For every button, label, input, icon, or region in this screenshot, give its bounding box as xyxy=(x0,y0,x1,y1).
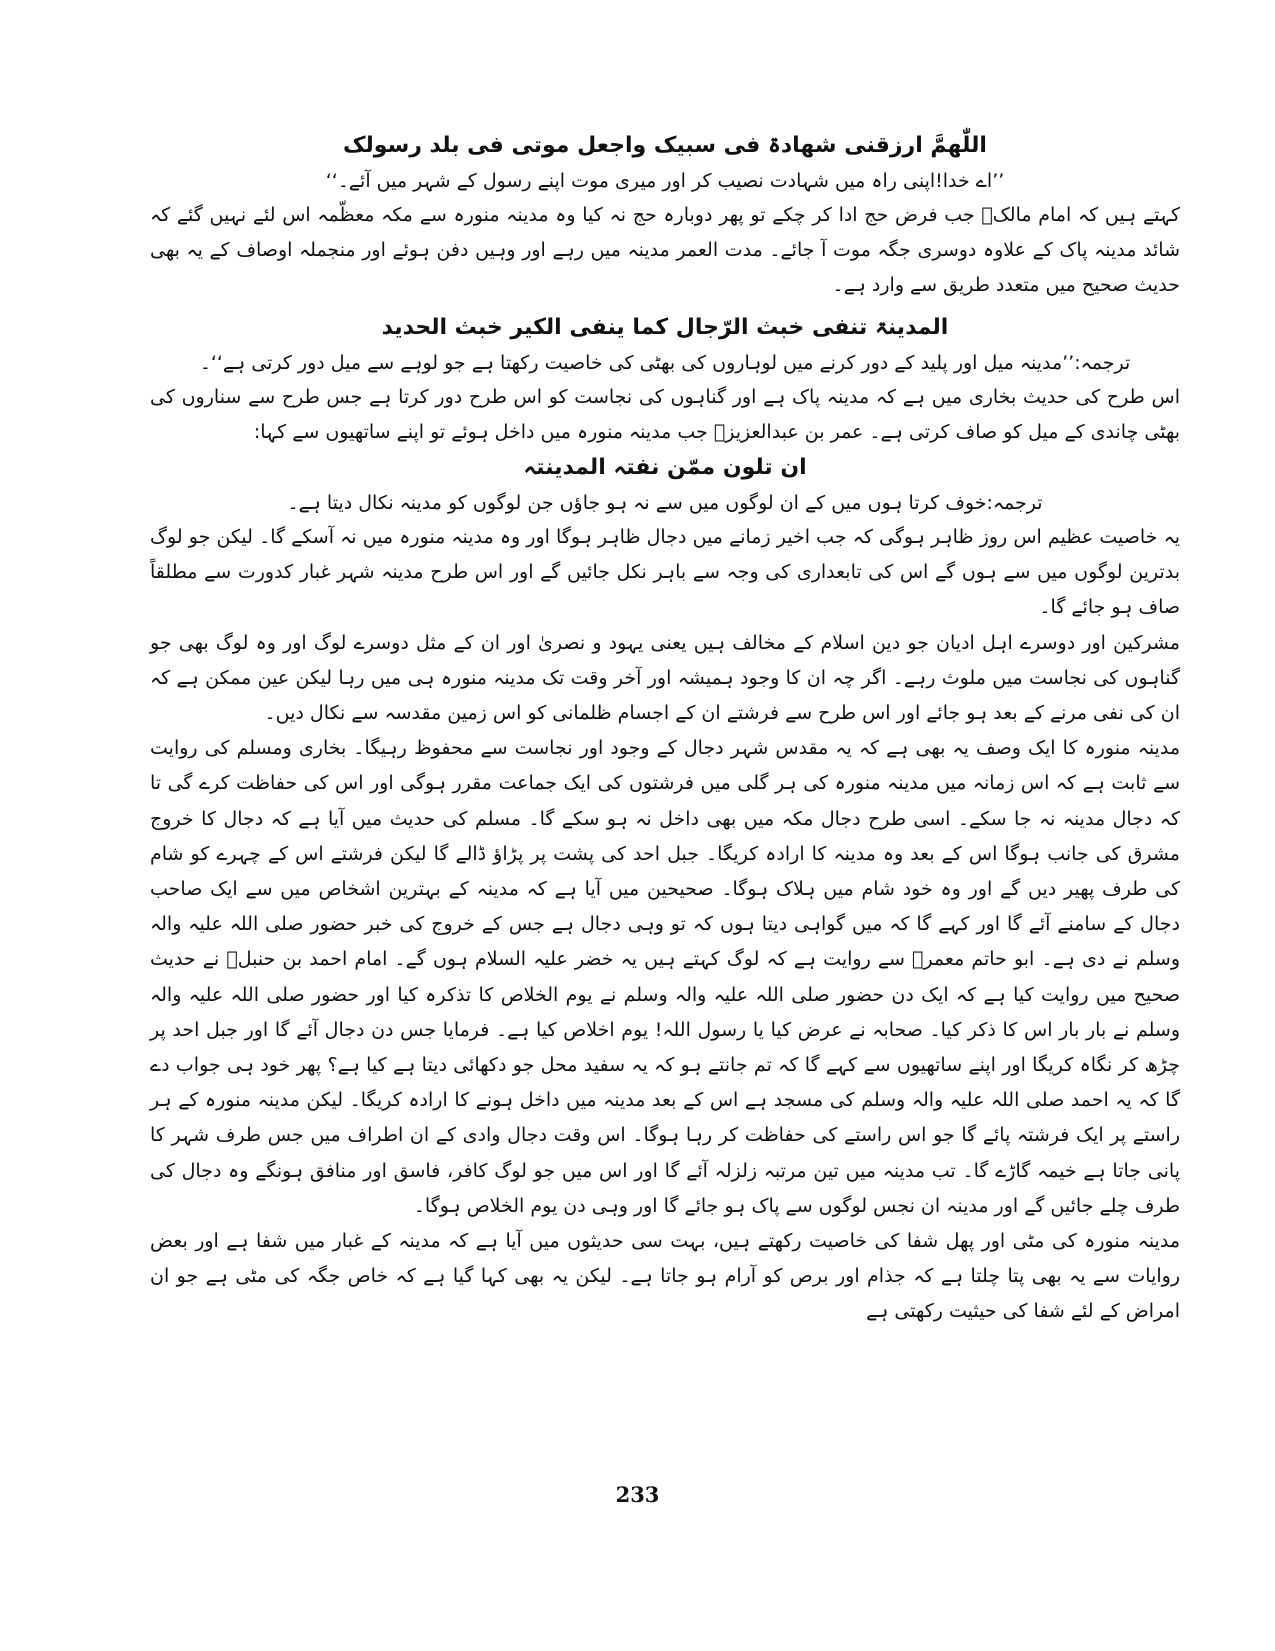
hadith-1-translation: ترجمہ:’’مدینہ میل اور پلید کے دور کرنے میں لوہاروں کی بھٹی کی خاصیت رکھتا ہے جو لوہے سے میل دور کرتی ہے‘‘۔ xyxy=(199,351,1131,374)
paragraph-6: مدینہ منورہ کی مٹی اور پھل شفا کی خاصیت رکھتے ہیں، بہت سی حدیثوں میں آیا ہے کہ مدینہ کے غبار میں شفا ہے اور بعض روایات سے یہ بھی پتا چلتا ہے کہ جذام اور برص کو آرام ہو جاتا ہے۔ لیکن یہ بھی کہا گیا ہے کہ خاص جگہ کی مٹی ہے جو ان امراض کے لئے شفا کی حیثیت رکھتی ہے xyxy=(150,1230,1180,1323)
heading-quote: ان تلون ممّن نفتہ المدینتہ xyxy=(523,455,807,481)
paragraph-3: یہ خاصیت عظیم اس روز ظاہر ہوگی کہ جب اخیر زمانے میں دجال ظاہر ہوگا اور وہ مدینہ منورہ میں نہ آسکے گا۔ لیکن جو لوگ بدترین لوگوں میں سے ہوں گے اس کی تابعداری کی وجہ سے باہر نکل جائیں گے اور اس طرح مدینہ شہر غبار کدورت سے مطلقاً صاف ہو جائے گا۔ xyxy=(150,526,1180,619)
heading-hadith-1: المدینۃ تنفی خبث الرّجال کما ینفی الکیر خبث الحدید xyxy=(381,314,949,340)
paragraph-1: کہتے ہیں کہ امام مالکؒ جب فرض حج ادا کر چکے تو پھر دوبارہ حج نہ کیا وہ مدینہ منورہ سے مکہ معظّمہ اس لئے نہیں گئے کہ شائد مدینہ پاک کے علاوہ دوسری جگہ موت آ جائے۔ مدت العمر مدینہ میں رہے اور وہیں دفن ہوئے اور منجملہ اوصاف کے یہ بھی حدیث صحیح میں متعدد طریق سے وارد ہے۔ xyxy=(150,204,1180,297)
paragraph-5: مدینہ منورہ کا ایک وصف یہ بھی ہے کہ یہ مقدس شہر دجال کے وجود اور نجاست سے محفوظ رہیگا۔ بخاری ومسلم کی روایت سے ثابت ہے کہ اس زمانہ میں مدینہ منورہ کی ہر گلی میں فرشتوں کی ایک جماعت مقرر ہوگی اور اس کی حفاظت کرے گی تا کہ دجال مدینہ نہ جا سکے۔ اسی طرح دجال مکہ میں بھی داخل نہ ہو سکے گا۔ مسلم کی حدیث میں آیا ہے کہ دجال کا خروج مشرق کی جانب ہوگا اس کے بعد وہ مدینہ کا ارادہ کریگا۔ جبل احد کی پشت پر پڑاؤ ڈالے گا لیکن فرشتے اس کے چہرے کو شام کی طرف پھیر دیں گے اور وہ خود شام میں ہلاک ہوگا۔ صحیحین میں آیا ہے کہ مدینہ کے بہترین اشخاص میں سے ایک صاحب دجال کے سامنے آئے گا اور کہے گا کہ میں گواہی دیتا ہوں کہ تو وہی دجال ہے جس کے خروج کی خبر حضور صلی اللہ علیہ والہ وسلم نے دی ہے۔ ابو حاتم معمرؒ سے روایت ہے کہ لوگ کہتے ہیں یہ خضر علیہ السلام ہوں گے۔ امام احمد بن حنبلؒ نے حدیث صحیح میں روایت کیا ہے کہ ایک دن حضور صلی اللہ علیہ والہ وسلم نے یوم الخلاص کا تذکرہ کیا اور حضور صلی اللہ علیہ والہ وسلم نے بار بار اس کا ذکر کیا۔ صحابہ نے عرض کیا یا رسول اللہ! یوم اخلاص کیا ہے۔ فرمایا جس دن دجال آئے گا اور جبل احد پر چڑھ کر نگاہ کریگا اور اپنے ساتھیوں سے کہے گا کہ تم جانتے ہو کہ یہ سفید محل جو دکھائی دیتا ہے کیا ہے؟ پھر خود ہی جواب دے گا کہ یہ احمد صلی اللہ علیہ والہ وسلم کی مسجد ہے اس کے بعد مدینہ میں داخل ہونے کا ارادہ کریگا۔ لیکن مدینہ منورہ کے ہر راستے پر ایک فرشتہ پائے گا جو اس راستے کی حفاظت کر رہا ہوگا۔ اس وقت دجال وادی کے ان اطراف میں جس طرف شہر کا پانی جاتا ہے خیمہ گاڑے گا۔ تب مدینہ میں تین مرتبہ زلزلہ آئے گا اور اس میں جو لوگ کافر، فاسق اور منافق ہونگے وہ دجال کی طرف چلے جائیں گے اور مدینہ ان نجس لوگوں سے پاک ہو جائے گا اور وہی دن یوم الخلاص ہوگا۔ xyxy=(150,737,1180,1217)
paragraph-2: اس طرح کی حدیث بخاری میں ہے کہ مدینہ پاک ہے اور گناہوں کی نجاست کو اس طرح دور کرتا ہے جس طرح سے سناروں کی بھٹی چاندی کے میل کو صاف کرتی ہے۔ عمر بن عبدالعزیزؒ جب مدینہ منورہ میں داخل ہوئے تو اپنے ساتھیوں سے کہا: xyxy=(150,385,1180,443)
paragraph-4: مشرکین اور دوسرے اہل ادیان جو دین اسلام کے مخالف ہیں یعنی یہود و نصریٰ اور ان کے مثل دوسرے لوگ اور وہ لوگ بھی جو گناہوں کی نجاست میں ملوث رہے۔ اگر چہ ان کا وجود ہمیشہ اور آخر وقت تک مدینہ منورہ ہی میں رہا لیکن عین ممکن ہے کہ ان کی نفی مرنے کے بعد ہو جائے اور اس طرح سے فرشتے ان کے اجسام ظلمانی کو اس زمین مقدسہ سے نکال دیں۔ xyxy=(150,631,1180,725)
page-number: 233 xyxy=(615,1482,660,1507)
quote-translation: ترجمہ:خوف کرتا ہوں میں کے ان لوگوں میں سے نہ ہو جاؤں جن لوگوں کو مدینہ نکال دیتا ہے۔ xyxy=(287,492,1043,515)
document-page xyxy=(150,110,1180,1330)
heading-dua: اللّٰھمَّ ارزقنی شھادۃ فی سبیک واجعل موتی فی بلد رسولک xyxy=(343,133,987,158)
dua-translation: ’’اے خدا!اپنی راہ میں شہادت نصیب کر اور میری موت اپنے رسول کے شہر میں آئے۔‘‘ xyxy=(325,170,1005,192)
